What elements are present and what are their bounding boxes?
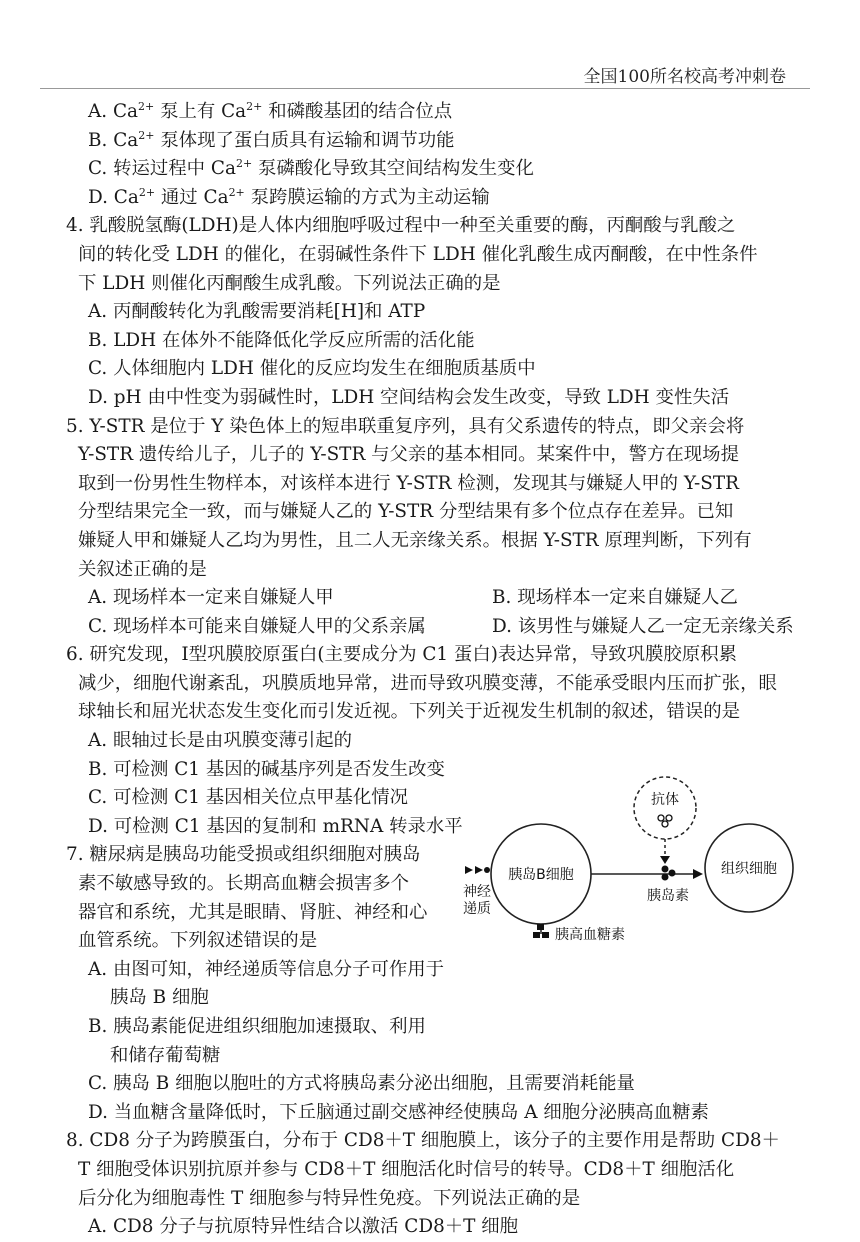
q5-stem-line: 取到一份男性生物样本，对该样本进行 Y-STR 检测，发现其与嫌疑人甲的 Y-STR xyxy=(78,472,739,494)
q3-option-a: A. $Ca^{2+}$ 泵上有 $Ca^{2+}$ 和磷酸基团的结合位点 xyxy=(88,100,453,122)
q7-option-a-cont: 胰岛 B 细胞 xyxy=(110,987,209,1009)
neurotransmitter-label-2: 递质 xyxy=(463,901,491,917)
q3-option-c: C. 转运过程中 $Ca^{2+}$ 泵磷酸化导致其空间结构发生变化 xyxy=(88,157,534,180)
q7-stem-line: 器官和系统，尤其是眼睛、肾脏、神经和心 xyxy=(78,901,428,923)
q5-option-c: C. 现场样本可能来自嫌疑人甲的父系亲属 xyxy=(88,615,426,637)
islet-b-cell-label: 胰岛B细胞 xyxy=(508,867,574,883)
q5-stem-line: 关叙述正确的是 xyxy=(78,558,207,580)
q7-option-b: B. 胰岛素能促进组织细胞加速摄取、利用 xyxy=(88,1016,426,1037)
q7-option-a: A. 由图可知，神经递质等信息分子可作用于 xyxy=(88,958,445,980)
header-divider xyxy=(40,88,810,89)
q6-option-c: C. 可检测 C1 基因相关位点甲基化情况 xyxy=(88,787,409,809)
q5-option-a: A. 现场样本一定来自嫌疑人甲 xyxy=(88,587,334,609)
antibody-label: 抗体 xyxy=(651,792,679,808)
antibody-arrowhead xyxy=(660,856,670,864)
q7-stem-line: 素不敏感导致的。长期高血糖会损害多个 xyxy=(78,873,410,895)
q4-option-c: C. 人体细胞内 LDH 催化的反应均发生在细胞质基质中 xyxy=(88,358,536,380)
q7-stem-line: 血管系统。下列叙述错误的是 xyxy=(78,930,318,952)
q5-option-b: B. 现场样本一定来自嫌疑人乙 xyxy=(492,587,738,609)
q7-stem-line: 7. 糖尿病是胰岛功能受损或组织细胞对胰岛 xyxy=(66,844,421,866)
q3-option-d: D. $Ca^{2+}$ 通过 $Ca^{2+}$ 泵跨膜运输的方式为主动运输 xyxy=(88,185,490,208)
q8-stem-line: 8. CD8 分子为跨膜蛋白，分布于 CD8＋T 细胞膜上，该分子的主要作用是帮助 CD8＋ xyxy=(66,1130,780,1152)
antibody-icon xyxy=(658,815,672,827)
q7-option-c: C. 胰岛 B 细胞以胞吐的方式将胰岛素分泌出细胞，且需要消耗能量 xyxy=(88,1073,635,1095)
q3-option-b: B. $Ca^{2+}$ 泵体现了蛋白质具有运输和调节功能 xyxy=(88,128,455,151)
q8-option-a: A. CD8 分子与抗原特异性结合以激活 CD8＋T 细胞 xyxy=(88,1216,519,1238)
q7-option-b-cont: 和储存葡萄糖 xyxy=(110,1044,221,1066)
glucagon-label: 胰高血糖素 xyxy=(555,927,625,943)
q4-stem-line: 下 LDH 则催化丙酮酸生成乳酸。下列说法正确的是 xyxy=(78,272,501,294)
q7-diagram xyxy=(455,772,815,957)
insulin-label: 胰岛素 xyxy=(647,888,689,904)
q6-stem-line: 减少，细胞代谢紊乱，巩膜质地异常，进而导致巩膜变薄，不能承受眼内压而扩张，眼 xyxy=(78,672,777,694)
q6-option-d: D. 可检测 C1 基因的复制和 mRNA 转录水平 xyxy=(88,815,463,837)
q5-option-d: D. 该男性与嫌疑人乙一定无亲缘关系 xyxy=(492,615,794,637)
antibody-circle xyxy=(634,777,696,839)
q6-stem-line: 6. 研究发现，Ⅰ型巩膜胶原蛋白(主要成分为 C1 蛋白)表达异常，导致巩膜胶原积累 xyxy=(66,644,737,666)
q6-stem-line: 球轴长和屈光状态发生变化而引发近视。下列关于近视发生机制的叙述，错误的是 xyxy=(78,701,741,723)
neurotransmitter-icon xyxy=(465,866,490,874)
islet-regulation-diagram xyxy=(455,772,815,957)
q5-stem-line: 分型结果完全一致，而与嫌疑人乙的 Y-STR 分型结果有多个位点存在差异。已知 xyxy=(78,501,734,523)
q5-options-row xyxy=(78,613,818,642)
header-title: 全国100所名校高考冲刺卷 xyxy=(583,67,786,87)
q8-stem-line: 后分化为细胞毒性 T 细胞参与特异性免疫。下列说法正确的是 xyxy=(78,1187,581,1209)
q8-stem-line: T 细胞受体识别抗原并参与 CD8＋T 细胞活化时信号的转导。CD8＋T 细胞活化 xyxy=(78,1158,735,1180)
q5-stem-line: 5. Y-STR 是位于 Y 染色体上的短串联重复序列，具有父系遗传的特点，即父亲会将 xyxy=(66,415,745,437)
q4-stem-line: 间的转化受 LDH 的催化，在弱碱性条件下 LDH 催化乳酸生成丙酮酸，在中性条件 xyxy=(78,243,758,265)
q4-option-b: B. LDH 在体外不能降低化学反应所需的活化能 xyxy=(88,329,475,351)
q5-stem-line: 嫌疑人甲和嫌疑人乙均为男性，且二人无亲缘关系。根据 Y-STR 原理判断，下列有 xyxy=(78,529,752,551)
q7-option-d: D. 当血糖含量降低时，下丘脑通过副交感神经使胰岛 A 细胞分泌胰高血糖素 xyxy=(88,1101,709,1123)
q4-stem-line: 4. 乳酸脱氢酶(LDH)是人体内细胞呼吸过程中一种至关重要的酶，丙酮酸与乳酸之 xyxy=(66,215,736,237)
tissue-cell-label: 组织细胞 xyxy=(721,861,777,877)
q4-option-a: A. 丙酮酸转化为乳酸需要消耗[H]和 ATP xyxy=(88,301,426,323)
insulin-arrowhead xyxy=(693,869,703,879)
q6-option-a: A. 眼轴过长是由巩膜变薄引起的 xyxy=(88,730,353,752)
q5-options-row xyxy=(78,584,818,613)
q6-option-b: B. 可检测 C1 基因的碱基序列是否发生改变 xyxy=(88,758,445,780)
neurotransmitter-label-1: 神经 xyxy=(463,884,491,900)
q4-option-d: D. pH 由中性变为弱碱性时，LDH 空间结构会发生改变，导致 LDH 变性失活 xyxy=(88,386,730,408)
q5-stem-line: Y-STR 遗传给儿子，儿子的 Y-STR 与父亲的基本相同。某案件中，警方在现场提 xyxy=(78,444,739,466)
insulin-icon xyxy=(662,866,676,881)
question-content xyxy=(66,98,818,1242)
